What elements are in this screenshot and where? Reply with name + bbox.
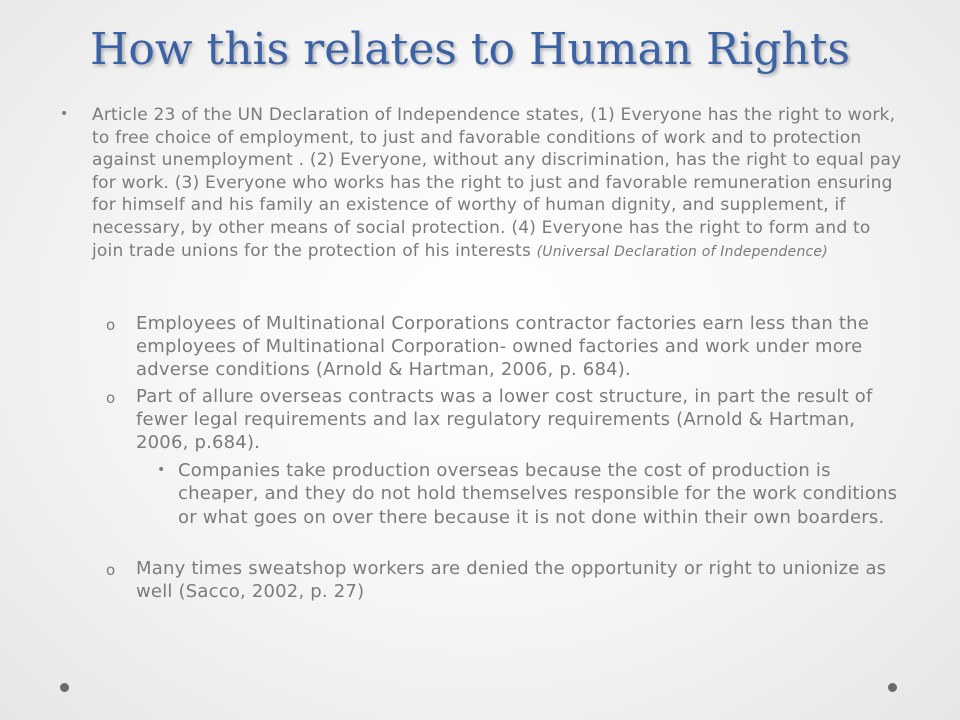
- bullet-marker: •: [60, 106, 69, 122]
- corner-dot-right-icon: [888, 683, 897, 692]
- sub-sub-bullet-production-overseas: Companies take production overseas because the cost of production is cheaper, and they do not hold themselves responsible for the work conditions or what goes on over there because it is not done within their own boarders.: [178, 460, 898, 528]
- sub-bullet-overseas-contracts: Part of allure overseas contracts was a lower cost structure, in part the result of fewer legal requirements and lax regulatory requirements (Arnold & Hartman, 2006, p.684).: [136, 386, 873, 453]
- sub-bullet-marker: o: [106, 561, 116, 579]
- sub-bullet-marker: o: [106, 316, 116, 334]
- sub-bullet-marker: o: [106, 389, 116, 407]
- sub-sub-bullet-marker: •: [157, 462, 166, 478]
- sub-bullet-unionize: Many times sweatshop workers are denied the opportunity or right to unionize as well (Sacco, 2002, p. 27): [136, 558, 887, 602]
- slide-title: How this relates to Human Rights: [90, 24, 850, 75]
- corner-dot-left-icon: [60, 683, 69, 692]
- bullet-article-23: [92, 104, 904, 263]
- bullet-article-23-text: Article 23 of the UN Declaration of Independence states, (1) Everyone has the right to work, to free choice of employment, to just and favorable conditions of work and to protection against unemployment . (2) Everyone, without any discrimination, has the right to equal pay for work. (3) Everyone who works has the right to just and favorable remuneration ensuring for himself and his family an existence of worthy of human dignity, and supplement, if necessary, by other means of social protection. (4) Everyone has the right to form and to join trade unions for the protection of his interests: [92, 105, 902, 261]
- bullet-article-23-citation: (Universal Declaration of Independence): [536, 243, 828, 260]
- sub-bullet-contractor-factories: Employees of Multinational Corporations contractor factories earn less than the employees of Multinational Corporation- owned factories and work under more adverse conditions (Arnold & Hartman, 2006, p. 684).: [136, 313, 870, 380]
